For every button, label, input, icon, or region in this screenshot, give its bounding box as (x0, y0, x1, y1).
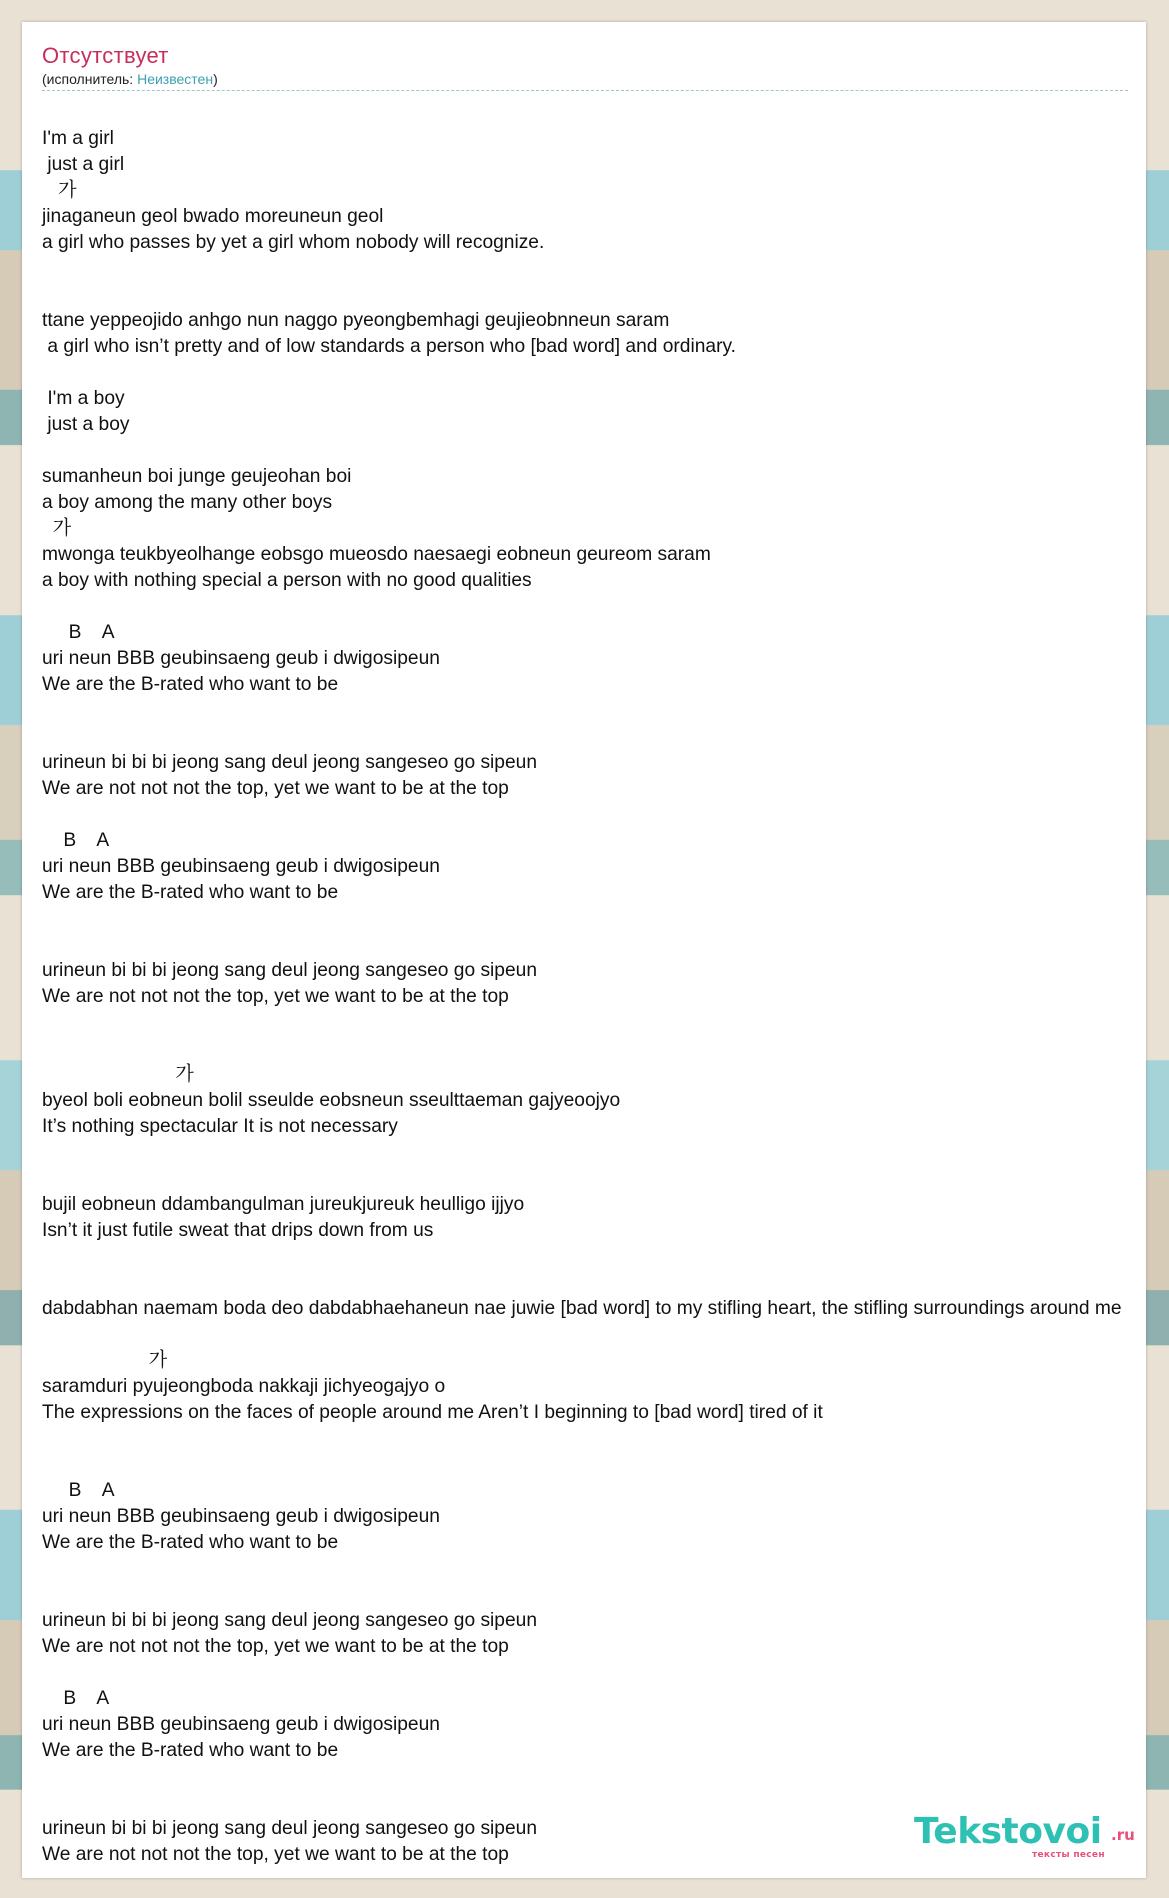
lyric-line: I'm a girl (42, 128, 114, 149)
lyric-line: saramduri pyujeongboda nakkaji jichyeogajyo o (42, 1376, 446, 1397)
lyric-line: We are not not not the top, yet we want to be at the top (42, 986, 509, 1007)
lyrics-card (22, 22, 1146, 1878)
lyric-line: 가 (42, 1064, 194, 1085)
performer-prefix: (исполнитель: (42, 71, 138, 87)
lyric-line: The expressions on the faces of people around me Aren’t I beginning to [bad word] tired of it (42, 1402, 823, 1423)
song-title: Отсутствует (42, 43, 169, 68)
song-header (42, 42, 1128, 91)
logo-subtitle: тексты песен (1032, 1850, 1105, 1860)
performer-suffix: ) (213, 71, 218, 87)
lyric-line (42, 1322, 1169, 1348)
lyric-line: jinaganeun geol bwado moreuneun geol (42, 206, 384, 227)
lyric-line: B A (42, 622, 115, 643)
logo-domain: .ru (1111, 1826, 1135, 1844)
lyric-line: uri neun BBB geubinsaeng geub i dwigosipeun (42, 648, 440, 669)
lyric-line (42, 1582, 1169, 1608)
lyric-line: B A (42, 830, 110, 851)
lyric-line: mwonga teukbyeolhange eobsgo mueosdo naesaegi eobneun geureom saram (42, 544, 711, 565)
lyric-line: Isn’t it just futile sweat that drips down from us (42, 1220, 434, 1241)
lyric-line (42, 1166, 1169, 1192)
lyric-line (42, 256, 1169, 282)
lyric-line: a boy with nothing special a person with no good qualities (42, 570, 532, 591)
lyric-line (42, 1556, 1169, 1582)
lyric-line: urineun bi bi bi jeong sang deul jeong sangeseo go sipeun (42, 960, 537, 981)
lyric-line: sumanheun boi junge geujeohan boi (42, 466, 352, 487)
lyric-line: a boy among the many other boys (42, 492, 333, 513)
lyrics-text (42, 126, 1169, 1868)
lyric-line (42, 438, 1169, 464)
lyric-line: We are the B-rated who want to be (42, 1740, 339, 1761)
lyric-line: We are the B-rated who want to be (42, 882, 339, 903)
lyric-line: a girl who passes by yet a girl whom nobody will recognize. (42, 232, 545, 253)
lyric-line (42, 360, 1169, 386)
lyric-line (42, 1244, 1169, 1270)
lyric-line: 가 (42, 518, 72, 539)
lyric-line: uri neun BBB geubinsaeng geub i dwigosipeun (42, 1506, 440, 1527)
lyric-line (42, 594, 1169, 620)
lyric-line: ttane yeppeojido anhgo nun naggo pyeongbemhagi geujieobnneun saram (42, 310, 670, 331)
lyric-line: 가 (42, 180, 77, 201)
lyric-line: a girl who isn’t pretty and of low standards a person who [bad word] and ordinary. (42, 336, 736, 357)
lyric-line (42, 1036, 1169, 1062)
lyric-line: We are not not not the top, yet we want to be at the top (42, 1844, 509, 1865)
performer-link[interactable]: Неизвестен (137, 71, 214, 87)
lyric-line (42, 1140, 1169, 1166)
lyric-line (42, 1426, 1169, 1452)
lyric-line: uri neun BBB geubinsaeng geub i dwigosipeun (42, 856, 440, 877)
logo-wordmark: Tekstovoi (914, 1811, 1102, 1852)
lyric-line (42, 724, 1169, 750)
lyric-line (42, 932, 1169, 958)
lyric-line: B A (42, 1688, 110, 1709)
lyric-line: We are not not not the top, yet we want to be at the top (42, 1636, 509, 1657)
lyric-line: urineun bi bi bi jeong sang deul jeong sangeseo go sipeun (42, 752, 537, 773)
performer-line (42, 70, 1128, 88)
site-logo[interactable] (914, 1812, 1144, 1872)
lyric-line (42, 1270, 1169, 1296)
lyric-line: urineun bi bi bi jeong sang deul jeong sangeseo go sipeun (42, 1818, 537, 1839)
lyric-line: uri neun BBB geubinsaeng geub i dwigosipeun (42, 1714, 440, 1735)
lyric-line: It’s nothing spectacular It is not necessary (42, 1116, 398, 1137)
lyric-line: 가 (42, 1350, 168, 1371)
lyric-line: We are not not not the top, yet we want to be at the top (42, 778, 509, 799)
lyric-line (42, 906, 1169, 932)
lyric-line: dabdabhan naemam boda deo dabdabhaehaneun nae juwie [bad word] to my stifling heart, the stifling surroundings around me (42, 1298, 1122, 1319)
lyric-line: I'm a boy (42, 388, 125, 409)
lyric-line: We are the B-rated who want to be (42, 674, 339, 695)
lyric-line (42, 1764, 1169, 1790)
lyric-line: We are the B-rated who want to be (42, 1532, 339, 1553)
lyric-line: B A (42, 1480, 115, 1501)
lyric-line (42, 802, 1169, 828)
lyric-line (42, 1452, 1169, 1478)
lyric-line: just a girl (42, 154, 125, 175)
lyric-line (42, 1660, 1169, 1686)
lyric-line: urineun bi bi bi jeong sang deul jeong sangeseo go sipeun (42, 1610, 537, 1631)
lyric-line (42, 698, 1169, 724)
lyric-line: just a boy (42, 414, 130, 435)
lyric-line: bujil eobneun ddambangulman jureukjureuk heulligo ijjyo (42, 1194, 525, 1215)
lyric-line: byeol boli eobneun bolil sseulde eobsneun sseulttaeman gajyeoojyo (42, 1090, 621, 1111)
lyric-line (42, 282, 1169, 308)
lyric-line (42, 1010, 1169, 1036)
